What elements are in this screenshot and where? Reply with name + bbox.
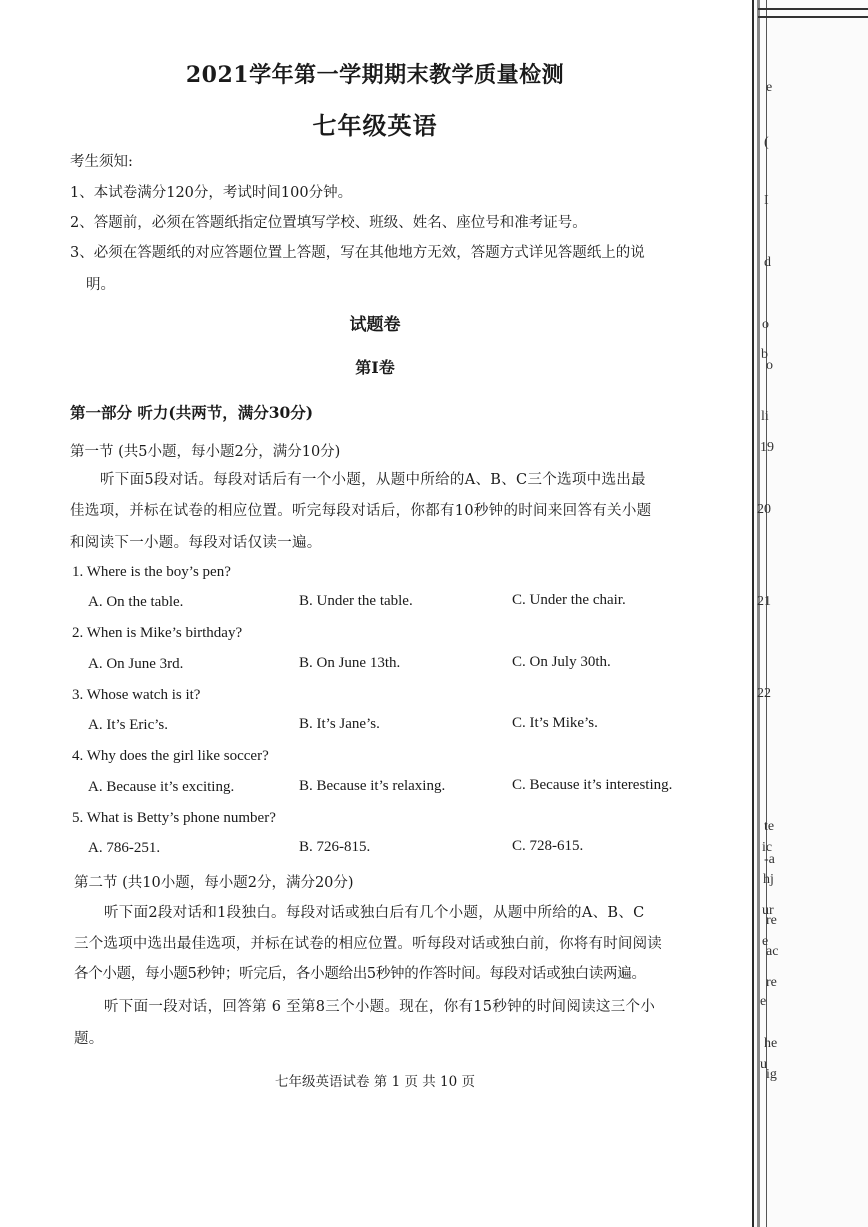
option-b: B. 726-815.: [299, 839, 371, 855]
notice-item: 3、必须在答题纸的对应答题位置上答题，写在其他地方无效，答题方式详见答题纸上的说: [70, 245, 645, 261]
edge-fragment: re: [766, 975, 777, 990]
edge-fragment: ur: [762, 903, 774, 918]
scan-edge-top: [758, 8, 868, 18]
option-c: C. On July 30th.: [512, 654, 611, 670]
question-text: 3. Whose watch is it?: [72, 687, 201, 703]
option-a: A. 786-251.: [88, 840, 161, 856]
exam-subject: 七年级英语: [312, 111, 438, 140]
edge-fragment: ig: [766, 1067, 777, 1082]
edge-fragment: ic: [762, 840, 773, 855]
exam-title: 2021学年第一学期期末教学质量检测: [185, 62, 565, 88]
notice-item: 2、答题前，必须在答题纸指定位置填写学校、班级、姓名、座位号和准考证号。: [70, 215, 587, 231]
edge-fragment: e: [766, 80, 773, 95]
page-footer: 七年级英语试卷 第 1 页 共 10 页: [274, 1074, 475, 1090]
option-c: C. It’s Mike’s.: [512, 715, 598, 731]
section2-instruction: 听下面2段对话和1段独白。每段对话或独白后有几个小题，从题中所给的A、B、C: [104, 905, 645, 921]
section1-instruction: 佳选项，并标在试卷的相应位置。听完每段对话后，你都有10秒钟的时间来回答有关小题: [70, 503, 652, 519]
option-a: A. On the table.: [88, 594, 184, 610]
edge-fragment: hj: [763, 872, 774, 887]
section2-heading: 第二节 (共10小题，每小题2分，满分20分): [74, 875, 354, 891]
notice-item: 明。: [86, 277, 115, 293]
question-text: 4. Why does the girl like soccer?: [72, 748, 269, 764]
edge-fragment: 19: [760, 440, 774, 455]
section2-instruction: 各个小题，每小题5秒钟；听完后，各小题给出5秒钟的作答时间。每段对话或独白读两遍。: [74, 966, 646, 982]
notice-item: 1、本试卷满分120分，考试时间100分钟。: [70, 185, 353, 201]
edge-fragment: ac: [766, 944, 779, 959]
section1-instruction: 听下面5段对话。每段对话后有一个小题，从题中所给的A、B、C三个选项中选出最: [100, 472, 646, 488]
edge-fragment: b: [761, 347, 768, 362]
edge-fragment: -a: [764, 852, 775, 867]
option-c: C. Because it’s interesting.: [512, 777, 673, 793]
edge-fragment: e: [762, 934, 769, 949]
edge-fragment: (: [764, 135, 769, 150]
section2-lead: 听下面一段对话，回答第 6 至第8三个小题。现在，你有15秒钟的时间阅读这三个小: [104, 999, 656, 1015]
section2-lead: 题。: [74, 1031, 104, 1047]
section1-instruction: 和阅读下一小题。每段对话仅读一遍。: [70, 535, 322, 551]
edge-fragment: re: [766, 913, 777, 928]
option-c: C. Under the chair.: [512, 592, 626, 608]
edge-fragment: 21: [757, 594, 771, 609]
edge-fragment: u: [760, 1057, 767, 1072]
question-text: 5. What is Betty’s phone number?: [72, 810, 276, 826]
edge-fragment: I: [764, 193, 769, 208]
part1-heading: 第一部分 听力(共两节，满分30分): [70, 403, 314, 422]
edge-fragment: te: [764, 819, 775, 834]
option-a: A. On June 3rd.: [88, 656, 184, 672]
paper-title: 试题卷: [349, 315, 401, 335]
edge-fragment: d: [764, 255, 771, 270]
edge-fragment: o: [762, 317, 769, 332]
volume-title: 第I卷: [355, 358, 395, 377]
edge-fragment: 20: [757, 502, 771, 517]
option-b: B. Under the table.: [299, 593, 413, 609]
option-b: B. On June 13th.: [299, 655, 401, 671]
edge-fragment: o: [766, 358, 773, 373]
option-b: B. It’s Jane’s.: [299, 716, 380, 732]
option-a: A. It’s Eric’s.: [88, 717, 168, 733]
question-text: 2. When is Mike’s birthday?: [72, 625, 243, 641]
notice-heading: 考生须知:: [70, 154, 133, 170]
option-b: B. Because it’s relaxing.: [299, 778, 446, 794]
edge-fragment: he: [764, 1036, 778, 1051]
section1-heading: 第一节 (共5小题，每小题2分，满分10分): [70, 444, 341, 460]
question-text: 1. Where is the boy’s pen?: [72, 564, 231, 580]
section2-instruction: 三个选项中选出最佳选项，并标在试卷的相应位置。听每段对话或独白前，你将有时间阅读: [74, 936, 662, 952]
option-a: A. Because it’s exciting.: [88, 779, 235, 795]
scan-edge-line: [757, 0, 760, 1227]
edge-fragment: 22: [757, 686, 771, 701]
edge-fragment: e: [760, 994, 767, 1009]
scan-edge-line: [752, 0, 754, 1227]
edge-fragment: li: [761, 409, 769, 424]
option-c: C. 728-615.: [512, 838, 584, 854]
